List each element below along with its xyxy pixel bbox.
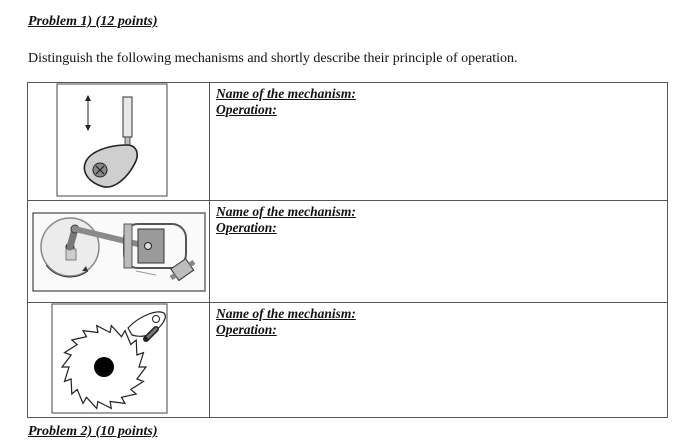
- mechanism-name-label: Name of the mechanism:: [216, 86, 356, 101]
- next-problem-title: Problem 2) (10 points): [28, 424, 158, 439]
- figure-cell: [28, 201, 210, 303]
- slider-crank-figure: [28, 201, 209, 299]
- mechanism-name-label: Name of the mechanism:: [216, 204, 356, 219]
- mechanism-table: [27, 82, 668, 418]
- mechanism-name-label: Name of the mechanism:: [216, 306, 356, 321]
- cam-follower-figure: [28, 83, 209, 197]
- figure-cell: [28, 303, 210, 418]
- table-row: [28, 201, 668, 303]
- operation-label: Operation:: [216, 220, 277, 235]
- answer-cell[interactable]: [210, 303, 668, 418]
- table-row: [28, 303, 668, 418]
- problem-title: Problem 1) (12 points): [28, 14, 158, 29]
- ratchet-pawl-figure: [28, 303, 209, 414]
- answer-cell[interactable]: [210, 201, 668, 303]
- instruction-text: Distinguish the following mechanisms and shortly describe their principle of operation.: [28, 51, 518, 66]
- table-row: [28, 83, 668, 201]
- operation-label: Operation:: [216, 322, 277, 337]
- answer-cell[interactable]: [210, 83, 668, 201]
- figure-cell: [28, 83, 210, 201]
- operation-label: Operation:: [216, 102, 277, 117]
